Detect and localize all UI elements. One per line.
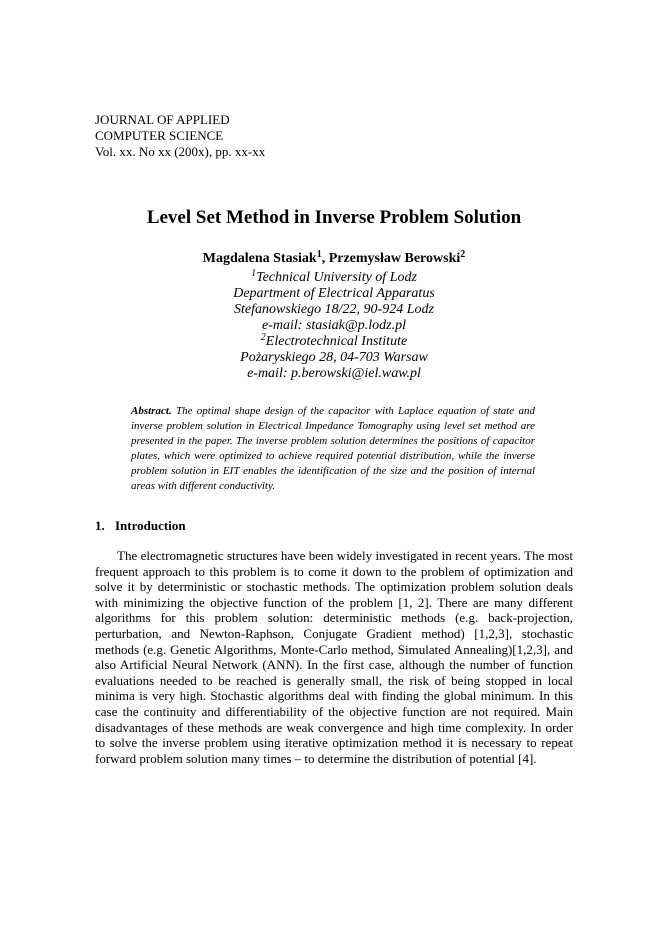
- journal-name-line1: JOURNAL OF APPLIED: [95, 112, 230, 127]
- affiliation-2-email: e-mail: p.berowski@iel.waw.pl: [247, 366, 421, 381]
- affiliation-1-mark: 1: [251, 268, 257, 279]
- affiliation-2-institution-text: Electrotechnical Institute: [265, 334, 408, 349]
- paper-title: Level Set Method in Inverse Problem Solution: [146, 207, 522, 228]
- abstract: [131, 404, 535, 494]
- journal-volume-line: Vol. xx. No xx (200x), pp. xx-xx: [95, 144, 266, 159]
- section-number: 1.: [95, 518, 105, 533]
- journal-header: [95, 112, 573, 160]
- abstract-text: The optimal shape design of the capacitor with Laplace equation of state and inverse problem solution in Electrical Impedance Tomography using level set method are presented in the paper. The inverse problem solution determines the positions of capacitor plates, which were optimized to achieve required potential distribution, while the inverse problem solution in EIT enables the identification of the size and the position of internal areas with different conductivity.: [131, 405, 535, 492]
- affiliation-1-address: Stefanowskiego 18/22, 90-924 Lodz: [234, 302, 434, 317]
- section-heading: [95, 518, 573, 534]
- affiliation-2-address: Pożaryskiego 28, 04-703 Warsaw: [240, 350, 428, 365]
- author-1-mark: 1: [316, 249, 322, 260]
- author-1-name: Magdalena Stasiak: [202, 251, 317, 266]
- journal-name-line2: COMPUTER SCIENCE: [95, 128, 224, 143]
- author-separator: ,: [321, 251, 329, 266]
- affiliations: [95, 270, 573, 382]
- affiliation-1-department: Department of Electrical Apparatus: [233, 286, 435, 301]
- abstract-lead: Abstract.: [131, 405, 172, 417]
- author-2-mark: 2: [460, 249, 466, 260]
- affiliation-1-institution-text: Technical University of Lodz: [256, 270, 417, 285]
- author-list: [95, 250, 573, 268]
- intro-paragraph: The electromagnetic structures have been widely investigated in recent years. The most frequent approach to this problem is to come it down to the problem of optimization and solve it by deterministic or stochastic methods. The optimization problem solution deals with minimizing the objective function of the problem [1, 2]. There are many different algorithms for this problem solution: deterministic methods (e.g. back-projection, perturbation, and Newton-Raphson, Conjugate Gradient method) [1,2,3], stochastic methods (e.g. Genetic Algorithms, Monte-Carlo method, Simulated Annealing)[1,2,3], and also Artificial Neural Network (ANN). In the first case, although the number of function evaluations needed to be reached is generally small, the risk of being stopped in local minima is very high. Stochastic algorithms deal with finding the global minimum. In this case the continuity and differentiability of the objective function are not required. Main disadvantages of these methods are weak convergence and high time complexity. In order to solve the inverse problem using iterative optimization method it is necessary to repeat forward problem solution many times – to determine the distribution of potential [4].: [95, 548, 573, 766]
- section-title: Introduction: [115, 518, 186, 533]
- affiliation-1-institution: [95, 270, 573, 286]
- affiliation-2-institution: [95, 334, 573, 350]
- affiliation-2-mark: 2: [260, 332, 266, 343]
- author-2-name: Przemysław Berowski: [328, 251, 461, 266]
- affiliation-1-email: e-mail: stasiak@p.lodz.pl: [262, 318, 406, 333]
- paper-page: [95, 112, 573, 779]
